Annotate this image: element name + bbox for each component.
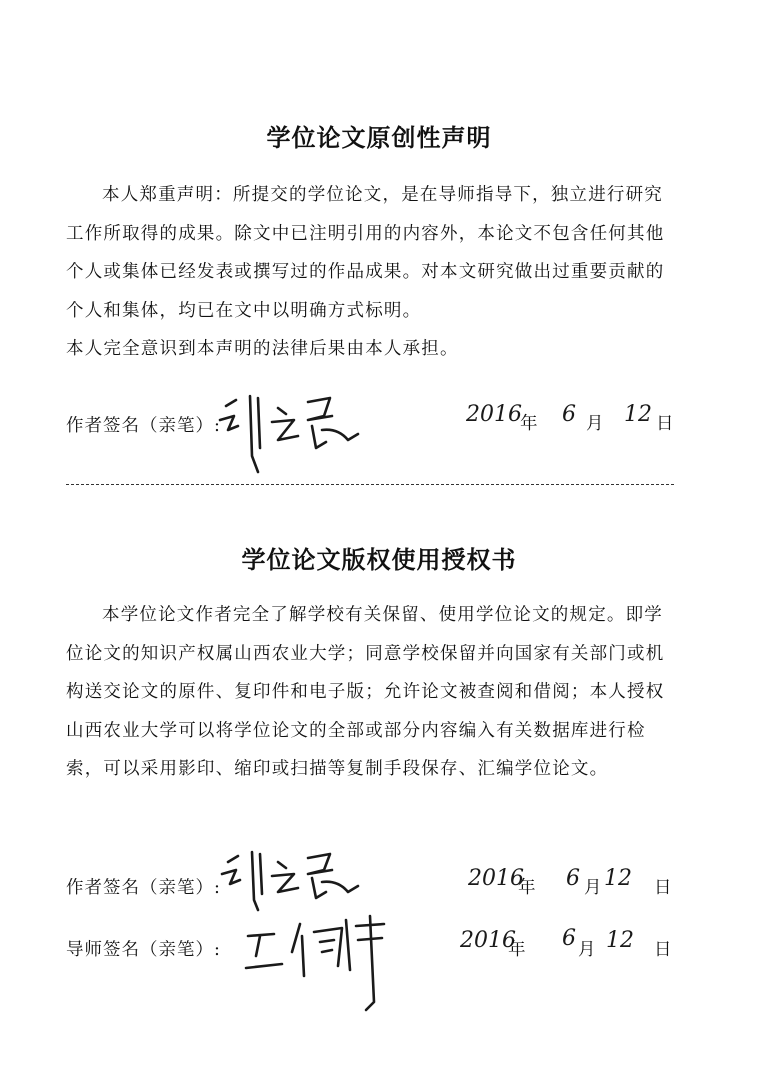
declaration-body [66, 176, 680, 369]
declaration-author-signature [212, 386, 362, 478]
section-divider [66, 484, 674, 485]
declaration-month-unit: 月 [586, 414, 604, 434]
declaration-year: 2016 [466, 402, 522, 427]
declaration-day-unit: 日 [656, 414, 674, 434]
declaration-paragraph-1: 本人郑重声明：所提交的学位论文，是在导师指导下，独立进行研究工作所取得的成果。除文中已注明引用的内容外，本论文不包含任何其他个人或集体已经发表或撰写过的作品成果。对本文研究做出过重要贡献的个人和集体，均已在文中以明确方式标明。 [66, 185, 665, 321]
copyright-advisor-label: 导师签名（亲笔）: [66, 940, 221, 960]
declaration-day: 12 [624, 402, 652, 427]
copyright-author-year-unit: 年 [518, 878, 536, 898]
copyright-author-label: 作者签名（亲笔）: [66, 878, 221, 898]
copyright-advisor-month-unit: 月 [578, 940, 596, 960]
copyright-author-day: 12 [604, 866, 632, 891]
copyright-advisor-month: 6 [562, 926, 576, 951]
copyright-author-day-unit: 日 [654, 878, 672, 898]
declaration-title: 学位论文原创性声明 [266, 124, 492, 152]
copyright-author-month: 6 [566, 866, 580, 891]
copyright-author-signature [214, 844, 364, 914]
declaration-year-unit: 年 [520, 414, 538, 434]
declaration-month: 6 [562, 402, 576, 427]
copyright-author-year: 2016 [468, 866, 524, 891]
declaration-author-label: 作者签名（亲笔）: [66, 416, 221, 436]
copyright-body [66, 596, 680, 789]
copyright-advisor-day-unit: 日 [654, 940, 672, 960]
declaration-paragraph-2: 本人完全意识到本声明的法律后果由本人承担。 [66, 339, 459, 359]
copyright-advisor-year-unit: 年 [508, 940, 526, 960]
copyright-author-month-unit: 月 [584, 878, 602, 898]
copyright-title: 学位论文版权使用授权书 [241, 546, 517, 574]
copyright-advisor-year: 2016 [460, 928, 516, 953]
copyright-advisor-day: 12 [606, 928, 634, 953]
copyright-paragraph: 本学位论文作者完全了解学校有关保留、使用学位论文的规定。即学位论文的知识产权属山西农业大学；同意学校保留并向国家有关部门或机构送交论文的原件、复印件和电子版；允许论文被查阅和借阅；本人授权山西农业大学可以将学位论文的全部或部分内容编入有关数据库进行检索，可以采用影印、缩印或扫描等复制手段保存、汇编学位论文。 [66, 605, 665, 779]
copyright-advisor-signature [238, 906, 398, 1012]
